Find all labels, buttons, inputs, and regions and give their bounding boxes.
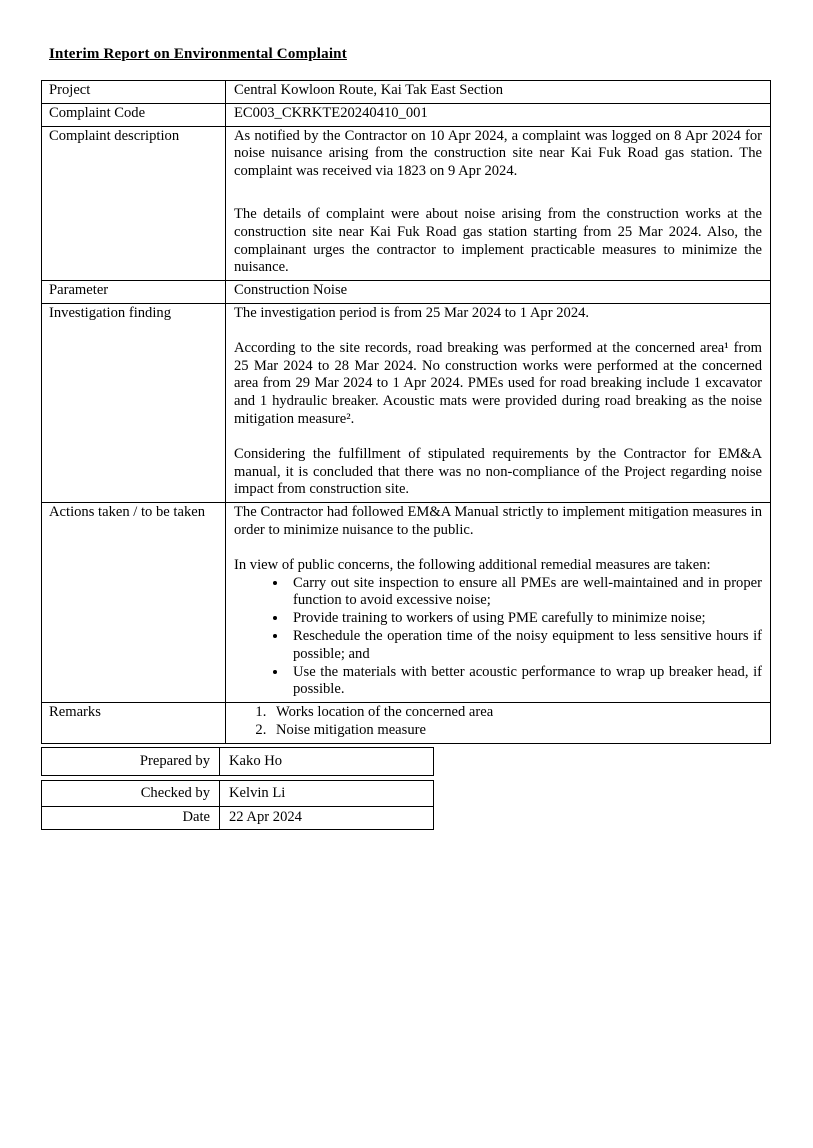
remedial-measures-list xyxy=(234,575,762,700)
signoff-label: Prepared by xyxy=(139,752,210,769)
remark-item: 1. Works location of the concerned area xyxy=(270,704,762,722)
row-value xyxy=(226,703,771,744)
row-value: Central Kowloon Route, Kai Tak East Section xyxy=(226,81,771,104)
signoff-table xyxy=(41,747,434,830)
remark-item: 2. Noise mitigation measure xyxy=(270,722,762,740)
row-value xyxy=(226,503,771,703)
bullet-item: • Provide training to workers of using PME carefully to minimize noise; xyxy=(288,610,762,628)
row-value xyxy=(226,126,771,281)
signoff-row-date xyxy=(41,807,434,830)
paragraph: The Contractor had followed EM&A Manual strictly to implement mitigation measures in order to minimize nuisance to the public. xyxy=(234,504,762,538)
signoff-value: Kelvin Li xyxy=(219,781,433,806)
paragraph: Considering the fulfillment of stipulated requirements by the Contractor for EM&A manual, it is concluded that there was no non-compliance of the Project regarding noise impact from construction site. xyxy=(234,445,762,498)
row-value xyxy=(226,303,771,502)
row-label: Investigation finding xyxy=(42,303,226,502)
table-row-complaint-description xyxy=(42,126,771,281)
signoff-row-prepared-by xyxy=(41,747,434,776)
row-value: Construction Noise xyxy=(226,281,771,304)
table-row-parameter xyxy=(42,281,771,304)
bullet-item: • Carry out site inspection to ensure all PMEs are well-maintained and in proper function to avoid excessive noise; xyxy=(288,575,762,611)
signoff-label: Checked by xyxy=(140,784,210,801)
remarks-list xyxy=(234,704,762,740)
row-label: Remarks xyxy=(42,703,226,744)
row-label: Complaint Code xyxy=(42,103,226,126)
table-row-remarks xyxy=(42,703,771,744)
row-label: Parameter xyxy=(42,281,226,304)
paragraph: As notified by the Contractor on 10 Apr 2024, a complaint was logged on 8 Apr 2024 for noise nuisance arising from the construction site near Kai Fuk Road gas station. The complaint was received via 1823 on 9 Apr 2024. xyxy=(234,127,762,180)
page-title: Interim Report on Environmental Complaint xyxy=(49,46,347,62)
table-row-actions-taken xyxy=(42,503,771,703)
row-label: Actions taken / to be taken xyxy=(42,503,226,703)
signoff-value: Kako Ho xyxy=(219,748,433,775)
complaint-report-table xyxy=(41,80,771,744)
row-label: Complaint description xyxy=(42,126,226,281)
paragraph: According to the site records, road breaking was performed at the concerned area¹ from 25 Mar 2024 to 28 Mar 2024. No construction works were performed at the concerned area from 29 Mar 2024 to 1 Apr 2024. PMEs used for road breaking include 1 excavator and 1 hydraulic breaker. Acoustic mats were provided during road breaking as the noise mitigation measure². xyxy=(234,339,762,427)
table-row-investigation-finding xyxy=(42,303,771,502)
signoff-row-checked-by xyxy=(41,780,434,807)
bullet-item: • Use the materials with better acoustic performance to wrap up breaker head, if possible. xyxy=(288,664,762,700)
table-row-complaint-code xyxy=(42,103,771,126)
paragraph: The investigation period is from 25 Mar 2024 to 1 Apr 2024. xyxy=(234,304,590,321)
bullet-item: • Reschedule the operation time of the noisy equipment to less sensitive hours if possible; and xyxy=(288,628,762,664)
paragraph: The details of complaint were about noise arising from the construction works at the construction site near Kai Fuk Road gas station starting from 25 Mar 2024. Also, the complainant urges the contractor to implement practicable measures to minimize the nuisance. xyxy=(234,205,762,276)
table-row-project xyxy=(42,81,771,104)
paragraph: In view of public concerns, the following additional remedial measures are taken: xyxy=(234,556,711,573)
signoff-label: Date xyxy=(182,809,210,826)
row-value: EC003_CKRKTE20240410_001 xyxy=(226,103,771,126)
row-label: Project xyxy=(42,81,226,104)
signoff-value: 22 Apr 2024 xyxy=(219,807,433,829)
